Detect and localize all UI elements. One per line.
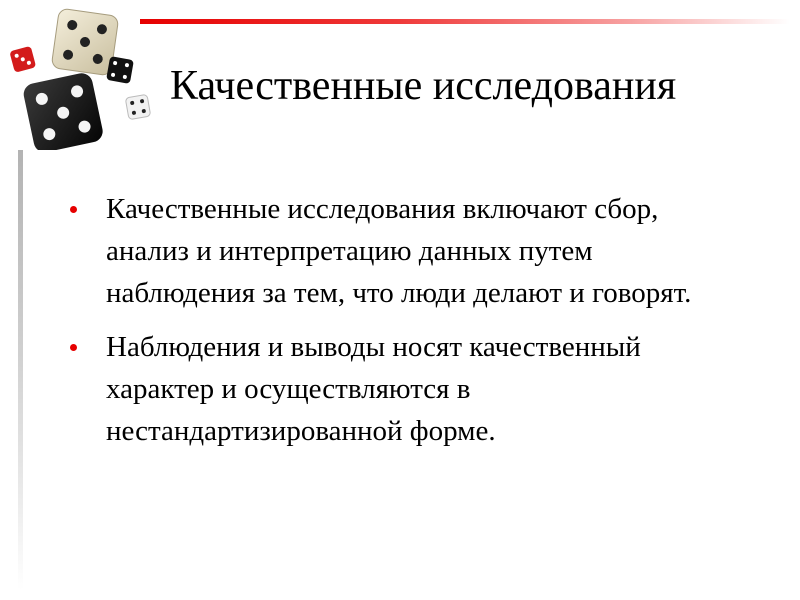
left-accent-rule (18, 150, 23, 590)
bullet-item (70, 188, 710, 314)
dice-icon (0, 0, 160, 150)
top-accent-rule (140, 19, 790, 24)
bullet-list (70, 188, 710, 464)
bullet-text: Качественные исследования включают сбор, анализ и интерпретацию данных путем наблюдения за тем, что люди делают и говорят. (106, 193, 692, 309)
bullet-text: Наблюдения и выводы носят качественный характер и осуществляются в нестандартизированной форме. (106, 331, 641, 447)
bullet-dot-icon (70, 206, 77, 213)
slide-title: Качественные исследования (170, 63, 677, 109)
bullet-dot-icon (70, 344, 77, 351)
bullet-item (70, 326, 710, 452)
